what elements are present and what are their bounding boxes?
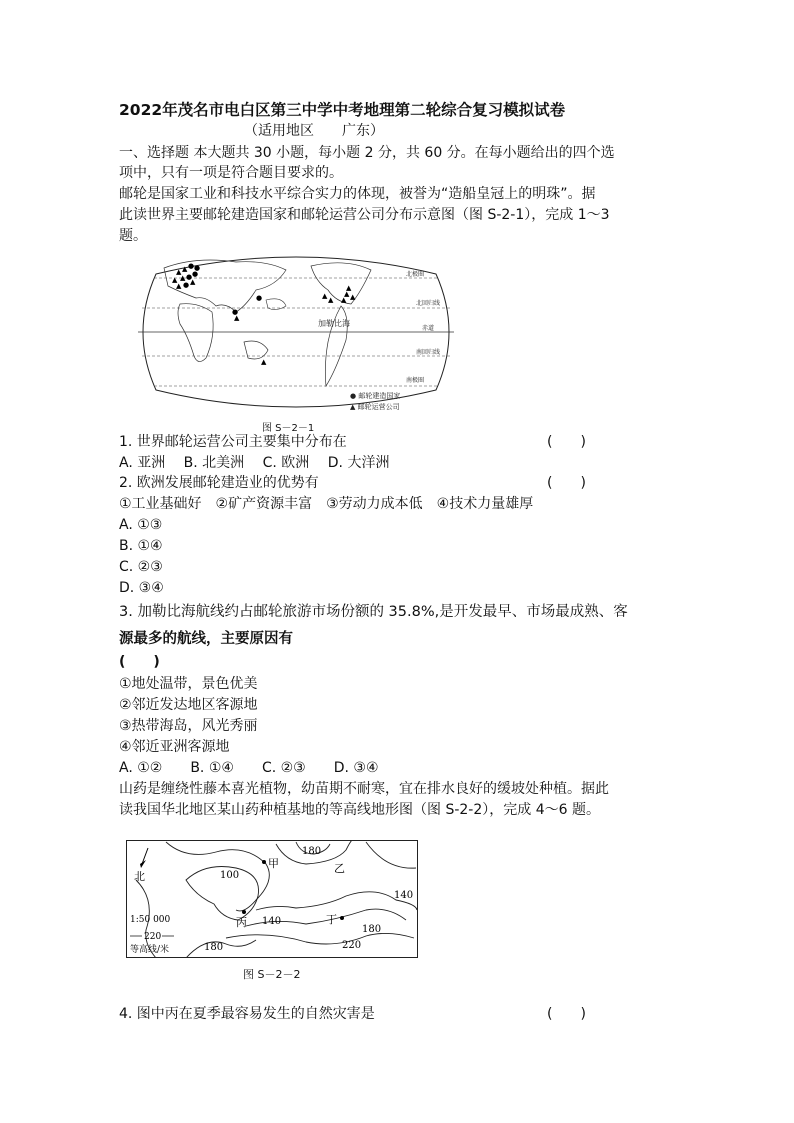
exam-title: 2022年茂名市电白区第三中学中考地理第二轮综合复习模拟试卷 [119,101,566,119]
q3-item-4: ④邻近亚洲客源地 [119,739,230,755]
q1-options: A. 亚洲 B. 北美洲 C. 欧洲 D. 大洋洲 [119,455,390,471]
contour-label-140b: 140 [262,916,282,927]
svg-text:▲: ▲ [322,292,328,300]
q2-option-b: B. ①④ [119,538,163,554]
north-label: 北 [134,870,145,883]
svg-text:▲: ▲ [182,265,188,273]
contour-label-180c: 180 [204,942,224,953]
q3-stem-1: 3. 加勒比海航线约占邮轮旅游市场份额的 35.8%,是开发最早、市场最成熟、客 [119,604,628,620]
svg-text:▲: ▲ [341,296,347,304]
svg-text:▲: ▲ [261,358,267,366]
tropic-north-label: 北回归线 [416,300,441,307]
svg-text:●: ● [183,281,190,289]
q2-option-a: A. ①③ [119,517,163,533]
legend-label: 等高线/米 [130,945,170,955]
equator-label: 赤道 [422,325,435,332]
svg-text:▲: ▲ [176,282,182,290]
section-instructions-1: 一、选择题 本大题共 30 小题，每小题 2 分，共 60 分。在每小题给出的四个选 [119,145,615,161]
arctic-circle-label: 北极圈 [406,271,425,278]
q3-item-1: ①地处温带，景色优美 [119,676,258,692]
caribbean-label: 加勒比海 [318,319,350,328]
contour-label-220: 220 [342,940,362,951]
point-jia: 甲 [268,857,279,870]
svg-text:●: ● [186,273,193,281]
q2-option-d: D. ③④ [119,580,164,596]
svg-text:●: ● [256,294,263,302]
svg-text:▲: ▲ [180,274,186,282]
svg-text:▲: ▲ [172,276,178,284]
legend-builder: ● 邮轮建造国家 [350,392,401,400]
svg-text:●: ● [194,264,201,272]
contour-map-figure [126,840,418,958]
intro1-line1: 邮轮是国家工业和科技水平综合实力的体现，被誉为“造船皇冠上的明珠”。据 [119,186,596,202]
point-ding: 丁 [326,913,337,926]
point-yi: 乙 [334,862,345,875]
contour-label-180b: 180 [362,924,382,935]
antarctic-circle-label: 南极圈 [406,377,425,384]
exam-region: （适用地区 广东） [244,123,384,139]
q1-bracket: ( ) [547,434,586,450]
q3-item-2: ②邻近发达地区客源地 [119,697,258,713]
q2-stem: 2. 欧洲发展邮轮建造业的优势有 [119,475,319,491]
point-bing: 丙 [236,916,247,929]
q1-stem: 1. 世界邮轮运营公司主要集中分布在 [119,434,347,450]
intro2-line1: 山药是缠绕性藤本喜光植物，幼苗期不耐寒，宜在排水良好的缓坡处种植。据此 [119,781,609,797]
q4-stem: 4. 图中丙在夏季最容易发生的自然灾害是 [119,1006,375,1022]
q3-stem-2: 源最多的航线，主要原因有 [119,631,293,647]
world-map-figure [136,246,456,418]
contour-label-180a: 180 [302,846,322,857]
svg-text:▲: ▲ [190,278,196,286]
svg-text:●: ● [232,308,239,316]
figure2-caption: 图 S－2－2 [243,968,301,981]
svg-text:▲: ▲ [234,314,240,322]
legend-operator: ▲ 邮轮运营公司 [350,403,400,411]
intro1-line2: 此读世界主要邮轮建造国家和邮轮运营公司分布示意图（图 S-2-1），完成 1～3 [119,207,610,223]
section-instructions-2: 项中，只有一项是符合题目要求的。 [119,165,343,181]
svg-text:▲: ▲ [346,284,352,292]
legend-value: 220 [144,932,162,942]
svg-text:▲: ▲ [344,290,350,298]
svg-text:▲: ▲ [176,268,182,276]
q2-bracket: ( ) [547,475,586,491]
q3-bracket: ( ) [119,654,160,670]
q2-items: ①工业基础好 ②矿产资源丰富 ③劳动力成本低 ④技术力量雄厚 [119,496,534,512]
q3-options: A. ①② B. ①④ C. ②③ D. ③④ [119,760,379,776]
intro1-line3: 题。 [119,228,147,244]
scale-label: 1:50 000 [130,915,171,925]
q4-bracket: ( ) [547,1006,586,1022]
contour-label-140a: 140 [394,890,414,901]
svg-text:●: ● [188,262,195,270]
q3-item-3: ③热带海岛，风光秀丽 [119,718,258,734]
svg-text:▲: ▲ [328,296,334,304]
svg-text:▲: ▲ [350,293,356,301]
q2-option-c: C. ②③ [119,559,163,575]
contour-label-100: 100 [220,870,240,881]
figure1-caption: 图 S－2－1 [262,423,315,434]
tropic-south-label: 南回归线 [416,349,441,356]
svg-text:●: ● [192,270,199,278]
intro2-line2: 读我国华北地区某山药种植基地的等高线地形图（图 S-2-2），完成 4～6 题。 [119,802,600,818]
